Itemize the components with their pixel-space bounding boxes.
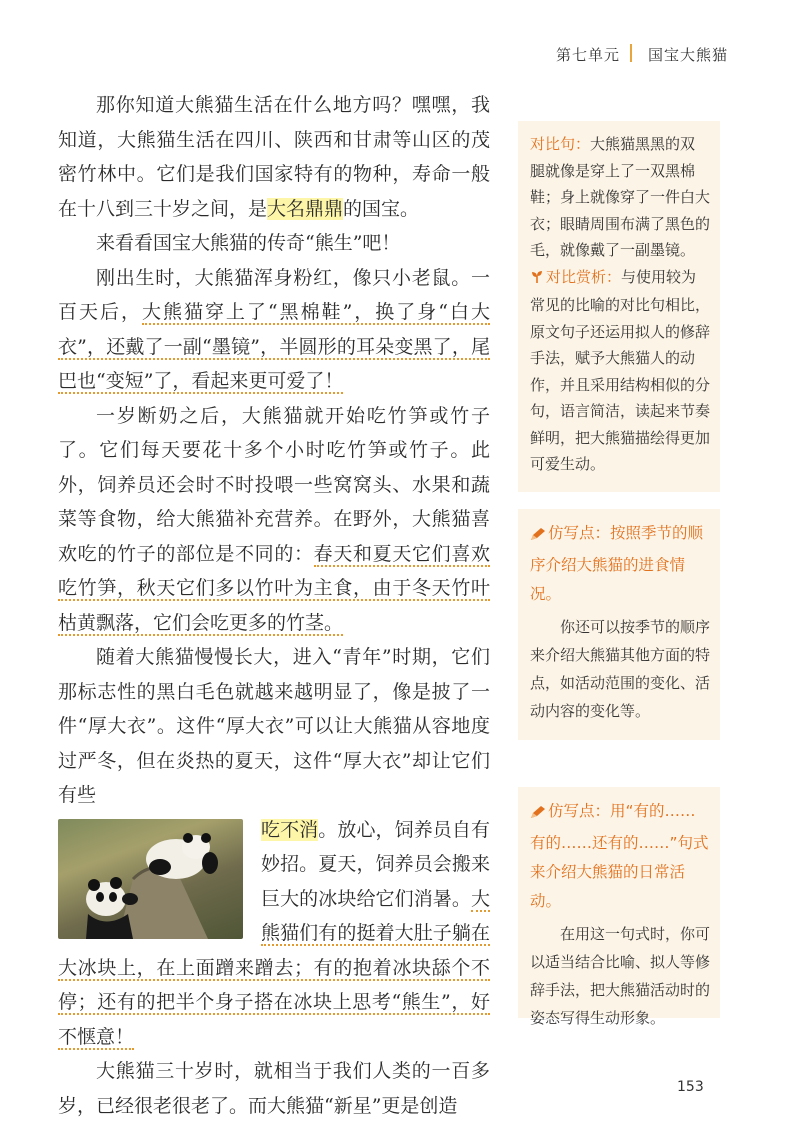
imitation-tip-2	[518, 787, 720, 1027]
unit-label: 第七单元	[556, 46, 621, 64]
highlighted-phrase: 大名鼎鼎	[267, 197, 344, 220]
tip-1-title	[530, 519, 710, 609]
tip-1-body: 你还可以按季节的顺序来介绍大熊猫其他方面的特点，如活动范围的变化、活动内容的变化等。	[530, 618, 711, 720]
tip-2-title-text: 仿写点：用“有的……有的……还有的……”句式来介绍大熊猫的日常活动。	[530, 802, 709, 910]
page-number: 153	[677, 1079, 704, 1095]
underlined-sentence: 大熊猫们有的挺着大肚子躺在大冰块上，在上面蹭来蹭去；有的抱着冰块舔个不停；还有的把半个身子搭在冰块上思考“熊生”，好不惬意！	[58, 887, 490, 1048]
text-segment: 。放心，饲养员自有妙招。夏天，饲养员会搬来巨大的冰块给它们消暑。	[261, 818, 490, 910]
header-divider	[630, 44, 632, 62]
contrast-analysis	[530, 264, 710, 478]
paragraph-4	[58, 399, 490, 641]
text-segment: 那你知道大熊猫生活在什么地方吗？嘿嘿，我知道，大熊猫生活在四川、陕西和甘肃等山区的茂密竹林中。它们是我们国家特有的物种，寿命一般在十八到三十岁之间，是	[58, 94, 490, 220]
imitation-tip-1	[518, 509, 720, 740]
paragraph-6: 大熊猫三十岁时，就相当于我们人类的一百多岁，已经很老很老了。而大熊猫“新星”更是创造	[58, 1060, 490, 1117]
main-text	[58, 88, 490, 1123]
text-segment-before-photo: 随着大熊猫慢慢长大，进入“青年”时期，它们那标志性的黑白毛色就越来越明显了，像是披了一件“厚大衣”。这件“厚大衣”可以让大熊猫从容地度过严冬，但在炎热的夏天，这件“厚大衣”却让它们有些	[58, 646, 490, 806]
pencil-icon	[530, 800, 546, 829]
unit-title: 国宝大熊猫	[648, 46, 729, 64]
sprout-icon	[530, 266, 544, 293]
text-segment: 的国宝。	[343, 197, 420, 220]
paragraph-1	[58, 88, 490, 226]
contrast-text: 大熊猫黑黑的双腿就像是穿上了一双黑棉鞋；身上就像穿了一件白大衣；眼睛周围布满了黑色的毛，就像戴了一副墨镜。	[530, 135, 711, 259]
panda-photo	[58, 819, 243, 939]
text-segment: 刚出生时，大熊猫浑身粉红，像只小老鼠。一百天后，	[58, 266, 490, 323]
underlined-sentence: 春天和夏天它们喜欢吃竹笋，秋天它们多以竹叶为主食，由于冬天竹叶枯黄飘落，它们会吃更多的竹茎。	[58, 542, 490, 634]
analysis-text: 与使用较为常见的比喻的对比句相比，原文句子还运用拟人的修辞手法，赋予大熊猫人的动作，并且采用结构相似的分句，语言简洁，读起来节奏鲜明，把大熊猫描绘得更加可爱生动。	[530, 267, 711, 473]
underlined-sentence: 大熊猫穿上了“黑棉鞋”，换了身“白大衣”，还戴了一副“墨镜”，半圆形的耳朵变黑了，尾巴也“变短”了，看起来更可爱了！	[58, 301, 490, 392]
page-header	[0, 0, 800, 75]
tip-2-title	[530, 797, 710, 916]
text-segment: 一岁断奶之后，大熊猫就开始吃竹笋或竹子了。它们每天要花十多个小时吃竹笋或竹子。此外，饲养员还会时不时投喂一些窝窝头、水果和蔬菜等食物，给大熊猫补充营养。在野外，大熊猫喜欢吃的竹子的部位是不同的：	[58, 404, 490, 565]
highlighted-phrase: 吃不消	[261, 818, 319, 841]
contrast-label: 对比句：	[530, 135, 591, 153]
analysis-label: 对比赏析：	[546, 267, 622, 286]
tip-1-title-text: 仿写点：按照季节的顺序介绍大熊猫的进食情况。	[530, 524, 704, 603]
contrast-sentence	[530, 131, 710, 264]
panda-photo-illustration	[58, 819, 243, 939]
pencil-icon	[530, 522, 546, 551]
contrast-note-box	[518, 121, 720, 492]
tip-2-body: 在用这一句式时，你可以适当结合比喻、拟人等修辞手法，把大熊猫活动时的姿态写得生动形象。	[530, 925, 711, 1027]
paragraph-3	[58, 261, 490, 399]
paragraph-2: 来看看国宝大熊猫的传奇“熊生”吧！	[96, 232, 401, 254]
paragraph-5	[58, 640, 490, 813]
